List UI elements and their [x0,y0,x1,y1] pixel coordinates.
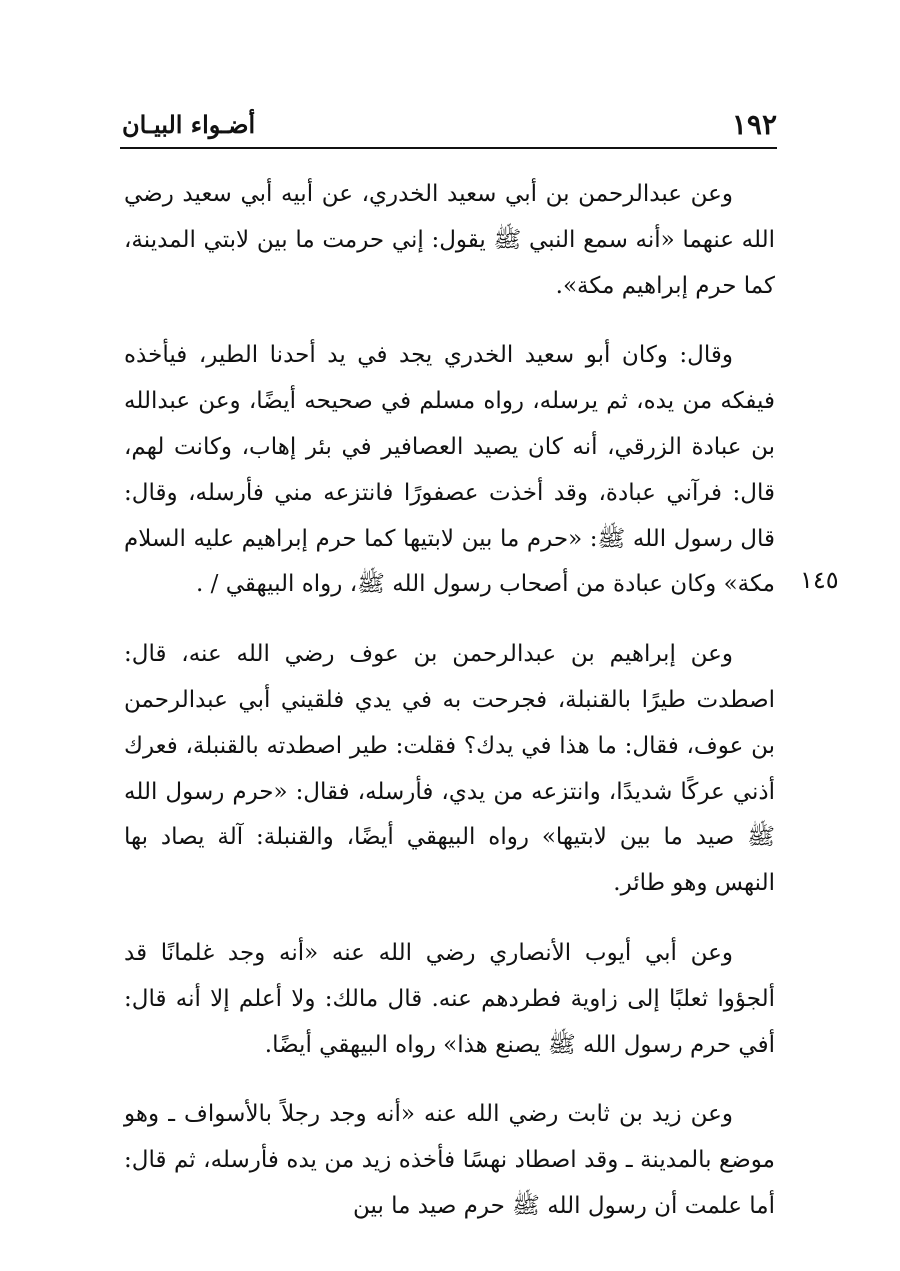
paragraph: وعن إبراهيم بن عبدالرحمن بن عوف رضي الله عنه، قال: اصطدت طيرًا بالقنبلة، فجرحت به في يدي فلقيني أبي عبدالرحمن بن عوف، فقال: ما هذا في يدك؟ فقلت: طير اصطدته بالقنبلة، فعرك أذني عركًا شديدًا، وانتزعه من يدي، فأرسله، فقال: «حرم رسول الله ﷺ صيد ما بين لابتيها» رواه البيهقي أيضًا، والقنبلة: آلة يصاد بها النهس وهو طائر. [124,641,775,897]
header-divider [120,147,777,149]
body-text [124,172,775,1254]
page-header [122,108,777,142]
paragraph: وعن أبي أيوب الأنصاري رضي الله عنه «أنه وجد غلمانًا قد ألجؤوا ثعلبًا إلى زاوية فطردهم عنه. قال مالك: ولا أعلم إلا أنه قال: أفي حرم رسول الله ﷺ يصنع هذا» رواه البيهقي أيضًا. [124,939,775,1058]
paragraph: وعن عبدالرحمن بن أبي سعيد الخدري، عن أبيه أبي سعيد رضي الله عنهما «أنه سمع النبي ﷺ يقول: إني حرمت ما بين لابتي المدينة، كما حرم إبراهيم مكة». [124,181,775,299]
paragraph: وعن زيد بن ثابت رضي الله عنه «أنه وجد رجلاً بالأسواف ـ وهو موضع بالمدينة ـ وقد اصطاد نهسًا فأخذه زيد من يده فأرسله، ثم قال: أما علمت أن رسول الله ﷺ حرم صيد ما بين [124,1101,775,1219]
page-number: ١٩٢ [731,108,777,141]
paragraph: وقال: وكان أبو سعيد الخدري يجد في يد أحدنا الطير، فيأخذه فيفكه من يده، ثم يرسله، رواه مسلم في صحيحه أيضًا، وعن عبدالله بن عبادة الزرقي، أنه كان يصيد العصافير في بئر إهاب، وكانت لهم، قال: فرآني عبادة، وقد أخذت عصفورًا فانتزعه مني فأرسله، وقال: قال رسول الله ﷺ: «حرم ما بين لابتيها كما حرم إبراهيم عليه السلام مكة» وكان عبادة من أصحاب رسول الله ﷺ، رواه البيهقي / . [124,342,775,598]
running-title: أضـواء البيـان [122,110,256,139]
margin-page-reference: ١٤٥ [800,566,839,594]
